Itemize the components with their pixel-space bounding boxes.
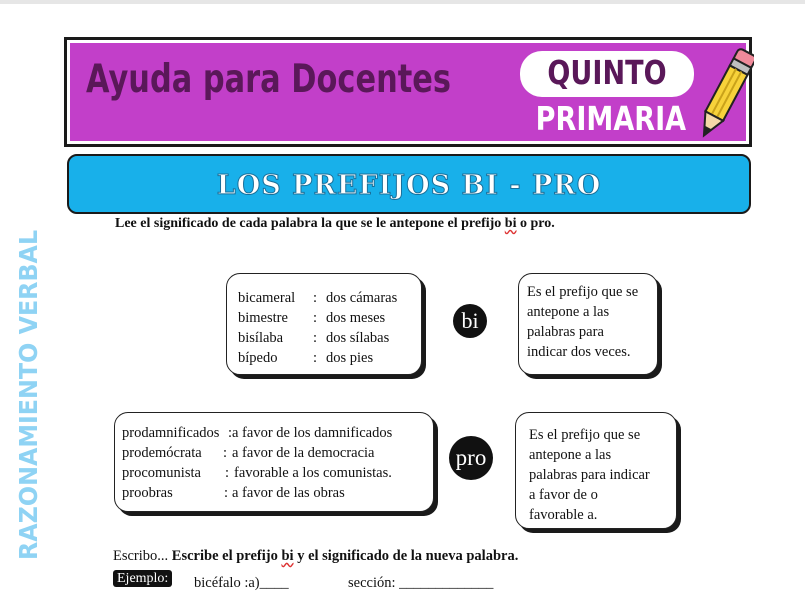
pro-meaning: a favor de los damnificados — [232, 425, 393, 441]
bi-words-box — [226, 273, 422, 375]
separator: : — [225, 465, 230, 481]
separator: : — [224, 485, 229, 501]
pro-definition-box — [515, 412, 677, 529]
instruction-before: Lee el significado de cada palabra la que se le antepone el prefijo — [115, 216, 505, 231]
separator: : — [223, 445, 228, 461]
list-item — [122, 423, 433, 443]
definition-line: Es el prefijo que se — [529, 427, 641, 443]
exercise-word: bi — [281, 548, 294, 564]
pro-meaning: a favor de la democracia — [232, 445, 375, 461]
bi-meaning: dos pies — [326, 350, 374, 366]
list-item — [238, 288, 421, 308]
bi-definition-box — [518, 273, 658, 375]
definition-line: Es el prefijo que se — [527, 284, 639, 300]
separator: : — [313, 290, 318, 306]
instruction-after: o pro. — [516, 216, 555, 231]
list-item — [238, 348, 421, 368]
exercise-label: Escribo... — [113, 548, 169, 564]
list-item — [122, 483, 433, 503]
separator: : — [313, 330, 318, 346]
pro-prefix-circle — [449, 436, 493, 480]
header-banner — [64, 37, 752, 147]
pro-meaning: favorable a los comunistas. — [234, 465, 392, 481]
bi-word: bisílaba — [238, 330, 284, 346]
exercise-item-2: sección: _____________ — [348, 575, 494, 591]
side-label — [14, 213, 43, 560]
grade-line-1: QUINTO — [547, 53, 667, 92]
exercise-instruction — [113, 548, 518, 565]
pro-word: procomunista — [122, 465, 201, 481]
grade-badge — [520, 51, 696, 139]
example-tag: Ejemplo: — [113, 570, 172, 587]
page-top-edge — [0, 0, 805, 4]
grade-line-2: PRIMARIA — [535, 99, 687, 138]
exercise-before: Escribe el prefijo — [168, 548, 282, 564]
definition-line: antepone a las — [529, 447, 612, 463]
list-item — [122, 463, 433, 483]
definition-line: favorable a. — [529, 507, 598, 523]
bi-word: bimestre — [238, 310, 288, 326]
definition-line: palabras para — [527, 324, 604, 340]
banner-title: Ayuda para Docentes — [86, 57, 452, 102]
instruction-word: bi — [504, 216, 517, 231]
banner-background — [70, 43, 746, 141]
pro-prefix-label: pro — [455, 445, 487, 470]
definition-line: indicar dos veces. — [527, 344, 631, 360]
pro-meaning: a favor de las obras — [232, 485, 345, 501]
pro-word: proobras — [122, 485, 173, 501]
exercise-item-1: bicéfalo :a)____ — [194, 575, 289, 591]
pro-word: prodamnificados — [122, 425, 220, 441]
exercise-after: y el significado de la nueva palabra. — [293, 548, 519, 564]
topic-bar — [67, 154, 751, 214]
list-item — [238, 308, 421, 328]
bi-meaning: dos cámaras — [326, 290, 398, 306]
list-item — [238, 328, 421, 348]
separator: : — [228, 425, 233, 441]
definition-line: antepone a las — [527, 304, 610, 320]
side-label-text: RAZONAMIENTO VERBAL — [14, 229, 43, 560]
topic-title: LOS PREFIJOS BI - PRO — [216, 170, 602, 201]
bi-prefix-circle — [453, 304, 487, 338]
pencil-icon — [698, 43, 754, 145]
list-item — [122, 443, 433, 463]
bi-word: bípedo — [238, 350, 278, 366]
separator: : — [313, 310, 318, 326]
bi-prefix-label: bi — [461, 308, 479, 333]
pro-words-box — [114, 412, 434, 512]
bi-word: bicameral — [238, 290, 296, 306]
pro-word: prodemócrata — [122, 445, 202, 461]
bi-meaning: dos sílabas — [326, 330, 390, 346]
definition-line: a favor de o — [529, 487, 598, 503]
separator: : — [313, 350, 318, 366]
instruction — [115, 216, 555, 232]
bi-meaning: dos meses — [326, 310, 386, 326]
definition-line: palabras para indicar — [529, 467, 650, 483]
